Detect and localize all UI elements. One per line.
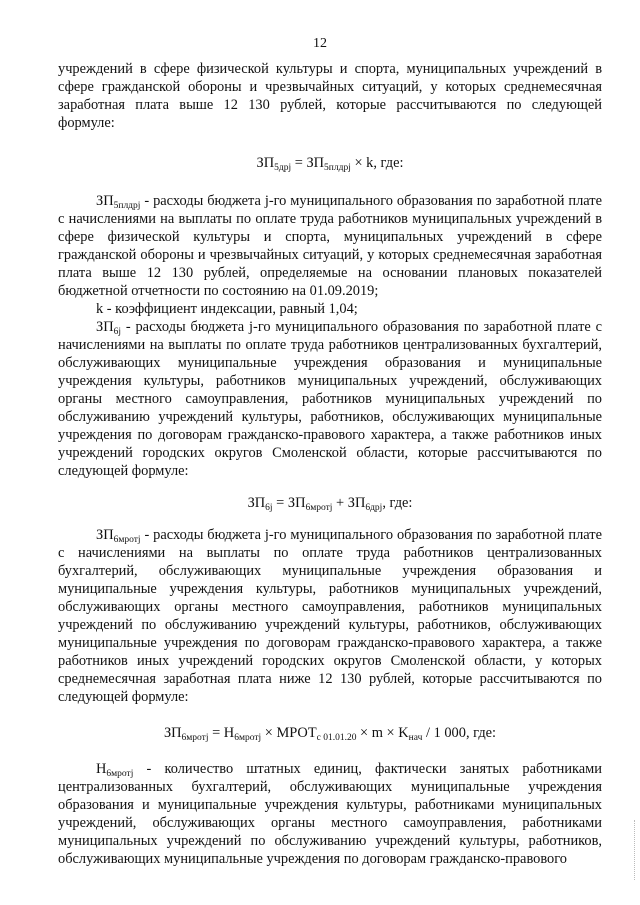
formula-zp6mrot: $ЗП_{6мротj} = Н_{6мротj}$ × $МРОТ_{с 01.01.20} \times m \times K_{нач} / 1$ 000, где: [163,725,497,743]
definition-zp5pl: $ЗП_{5плдрj}$ - расходы бюджета j-го муниципального образования по заработной плате с начислениями на выплаты по оплате труда работников муниципальных учреждений в сфере физической культуры и спорта, муниципальных учреждений в сфере гражданской обороны и чрезвычайных ситуаций, у которых среднемесячная заработная плата выше 12 130 рублей, определяемые на основании плановых показателей бюджетной отчетности по состоянию на 01.09.2019; [58,193,602,299]
definition-k: k - коэффициент индексации, равный 1,04; [96,301,358,317]
definition-zp6mrot: $ЗП_{6мротj}$ - расходы бюджета j-го муниципального образования по заработной плате с начислениями на выплаты по оплате труда работников централизованных бухгалтерий, обслуживающих муниципальные учреждения образования и муниципальные учреждения культуры, работников муниципальных учреждений, обслуживающих органы местного самоуправления, работников муниципальных учреждений по обслуживанию учреждений культуры, работников, обслуживающих муниципальные учреждения по договорам гражданско-правового характера, а также работников иных учреждений городских округов Смоленской области, у которых среднемесячная заработная плата ниже 12 130 рублей, которые рассчитываются по следующей формуле: [58,527,602,705]
document-body [58,60,602,868]
formula-zp5: $ЗП_{5дрj} = ЗП_{5плдрj} \times k$, где: [256,155,404,173]
intro-paragraph: учреждений в сфере физической культуры и спорта, муниципальных учреждений в сфере гражданской обороны и чрезвычайных ситуаций, у которых среднемесячная заработная плата выше 12 130 рублей, которые рассчитываются по следующей формуле: [58,61,602,131]
scan-edge-mark [634,820,636,880]
definition-zp6: $ЗП_{6j}$ - расходы бюджета j-го муниципального образования по заработной плате с начислениями на выплаты по оплате труда работников централизованных бухгалтерий, обслуживающих муниципальные учреждения образования и муниципальные учреждения культуры, работников муниципальных учреждений, обслуживающих органы местного самоуправления, работников муниципальных учреждений по обслуживанию учреждений культуры, работников, обслуживающих муниципальные учреждения по договорам гражданско-правового характера, а также работников иных учреждений городских округов Смоленской области, которые рассчитываются по следующей формуле: [58,319,602,479]
definition-n6mrot: $Н_{6мротj}$ - количество штатных единиц, фактически занятых работниками централизованных бухгалтерий, обслуживающих муниципальные учреждения образования и муниципальные учреждения культуры, работниками муниципальных учреждений, обслуживающих органы местного самоуправления, работниками муниципальных учреждений по обслуживанию учреждений культуры, работников, обслуживающих муниципальные учреждения по договорам гражданско-правового [58,761,602,867]
page-number: 12 [313,36,327,51]
formula-zp6: $ЗП_{6j} = ЗП_{6мротj} + ЗП_{6дрj}$, где: [247,495,413,513]
